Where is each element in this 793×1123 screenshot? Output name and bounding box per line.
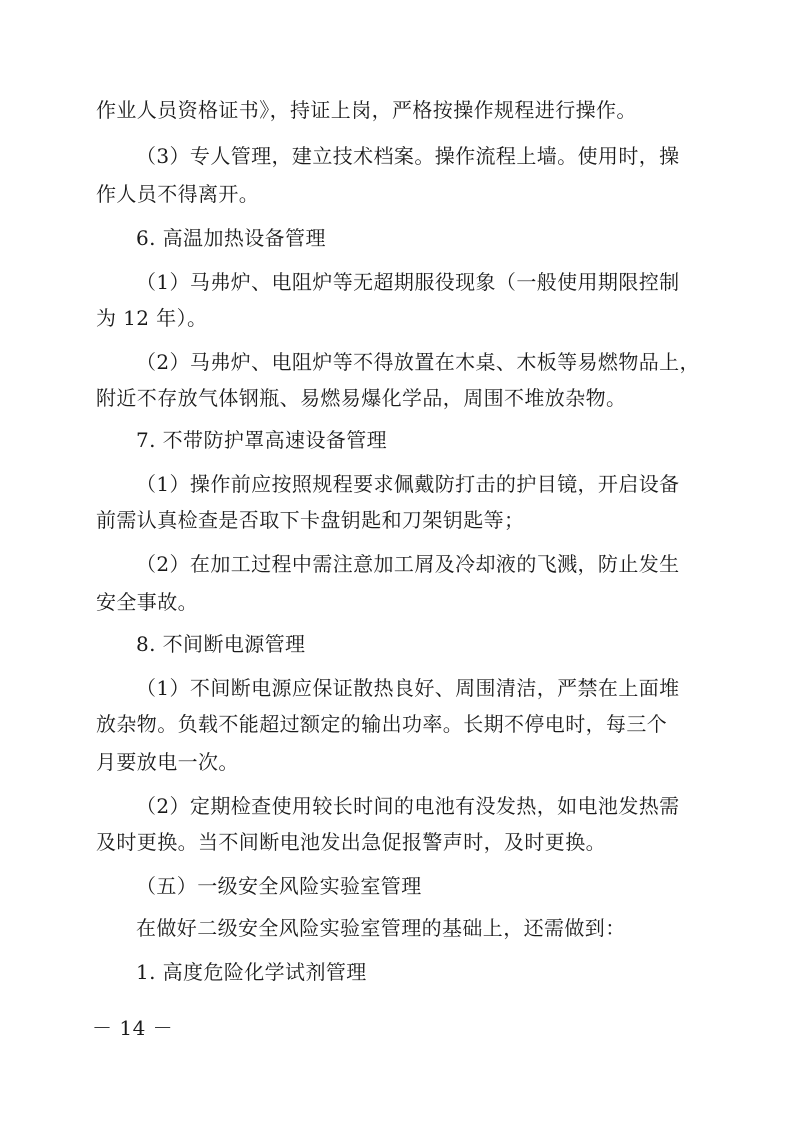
section-heading: 6. 高温加热设备管理 <box>136 226 326 250</box>
text-line: 为 12 年）。 <box>96 306 208 330</box>
section-heading: 8. 不间断电源管理 <box>136 632 306 656</box>
text-line: （1）马弗炉、电阻炉等无超期服役现象（一般使用期限控制 <box>136 270 680 294</box>
section-heading: 7. 不带防护罩高速设备管理 <box>136 428 388 452</box>
text-line: 附近不存放气体钢瓶、易燃易爆化学品，周围不堆放杂物。 <box>96 386 627 410</box>
text-line: 放杂物。负载不能超过额定的输出功率。长期不停电时，每三个 <box>96 712 668 736</box>
text-line: （1）操作前应按照规程要求佩戴防打击的护目镜，开启设备 <box>136 472 680 496</box>
section-heading: （五）一级安全风险实验室管理 <box>136 874 422 898</box>
text-line: （3）专人管理，建立技术档案。操作流程上墙。使用时，操 <box>136 144 680 168</box>
text-line: （2）定期检查使用较长时间的电池有没发热，如电池发热需 <box>136 794 680 818</box>
text-line: 月要放电一次。 <box>96 750 239 774</box>
text-line: 作人员不得离开。 <box>96 182 260 206</box>
section-heading: 1. 高度危险化学试剂管理 <box>136 960 367 984</box>
text-line: 安全事故。 <box>96 590 198 614</box>
text-line: 前需认真检查是否取下卡盘钥匙和刀架钥匙等； <box>96 508 525 532</box>
page-number: － 14 － <box>92 1016 174 1040</box>
text-line: （2）在加工过程中需注意加工屑及冷却液的飞溅，防止发生 <box>136 552 680 576</box>
text-line: 及时更换。当不间断电池发出急促报警声时，及时更换。 <box>96 830 606 854</box>
text-line: 在做好二级安全风险实验室管理的基础上，还需做到： <box>136 916 626 940</box>
text-line: （1）不间断电源应保证散热良好、周围清洁，严禁在上面堆 <box>136 676 680 700</box>
text-line: 作业人员资格证书》，持证上岗，严格按操作规程进行操作。 <box>96 98 637 122</box>
text-line: （2）马弗炉、电阻炉等不得放置在木桌、木板等易燃物品上， <box>136 350 700 374</box>
